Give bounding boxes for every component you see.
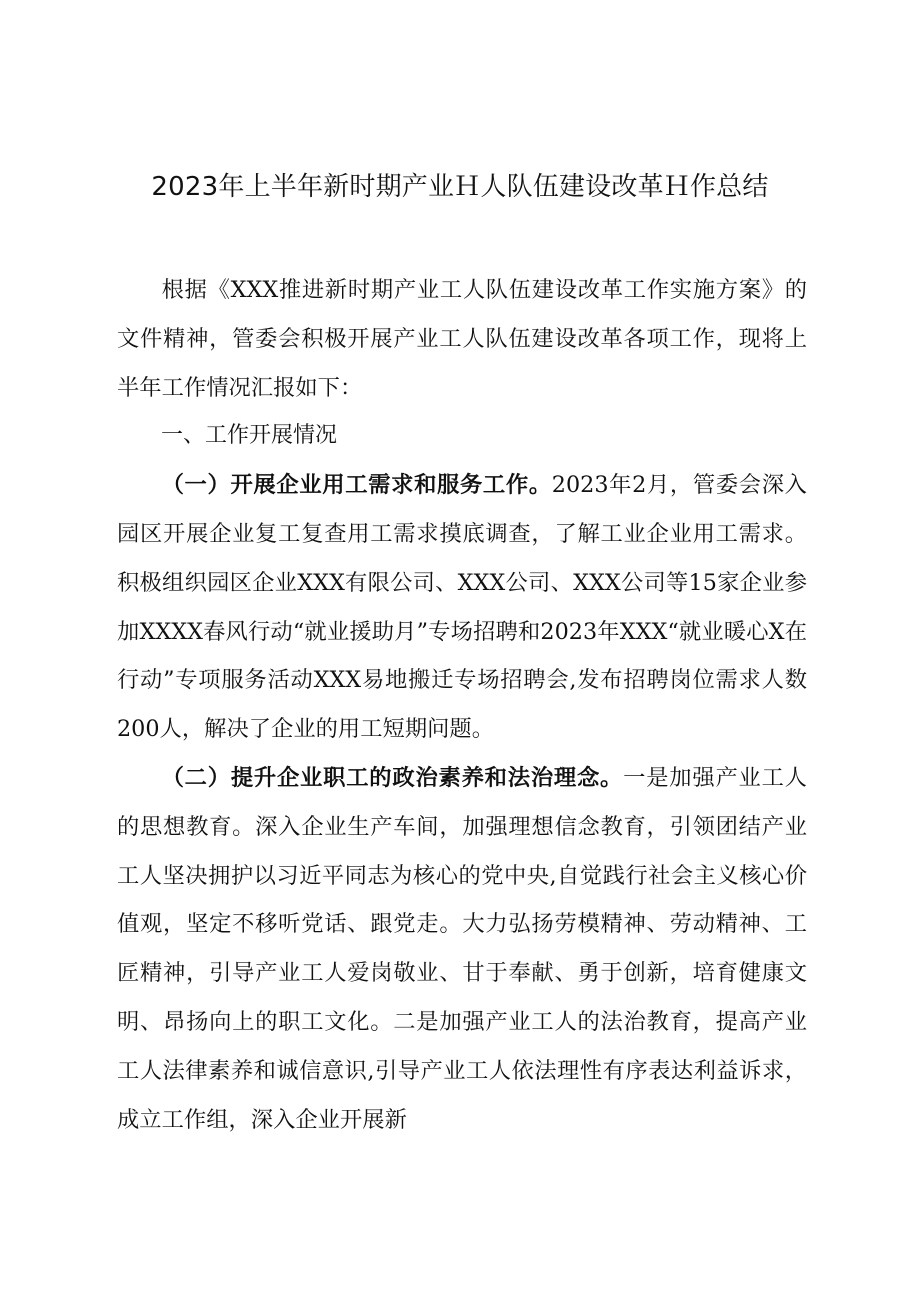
document-body — [117, 266, 807, 1144]
subsection-text-2: 一是加强产业工人的思想教育。深入企业生产车间，加强理想信念教育，引领团结产业工人坚决拥护以习近平同志为核心的党中央,自觉践行社会主义核心价值观，坚定不移听党话、跟党走。大力弘扬劳模精神、劳动精神、工匠精神，引导产业工人爱岗敬业、甘于奉献、勇于创新，培育健康文明、昂扬向上的职工文化。二是加强产业工人的法治教育，提高产业工人法律素养和诚信意识,引导产业工人依法理性有序表达利益诉求，成立工作组，深入企业开展新 — [117, 764, 807, 1133]
subsection-paragraph-1 — [117, 461, 807, 754]
section-heading: 一、工作开展情况 — [161, 423, 338, 449]
subsection-heading-2: （二）提升企业职工的政治素养和法治理念。 — [161, 764, 624, 791]
subsection-heading-1: （一）开展企业用工需求和服务工作。 — [161, 472, 552, 499]
subsection-text-1: 2023年2月，管委会深入园区开展企业复工复查用工需求摸底调查，了解工业企业用工需求。积极组织园区企业XXX有限公司、XXX公司、XXX公司等15家企业参加XXXX春风行动“就业援助月”专场招聘和2023年XXX“就业暖心X在行动”专项服务活动XXX易地搬迁专场招聘会,发布招聘岗位需求人数200人，解决了企业的用工短期问题。 — [117, 472, 807, 743]
subsection-paragraph-2 — [117, 754, 807, 1144]
document-title: 2023年上半年新时期产业Ｈ人队伍建设改革Ｈ作总结 — [151, 172, 769, 202]
intro-paragraph: 根据《XXX推进新时期产业工人队伍建设改革工作实施方案》的文件精神，管委会积极开展产业工人队伍建设改革各项工作，现将上半年工作情况汇报如下： — [117, 277, 807, 401]
